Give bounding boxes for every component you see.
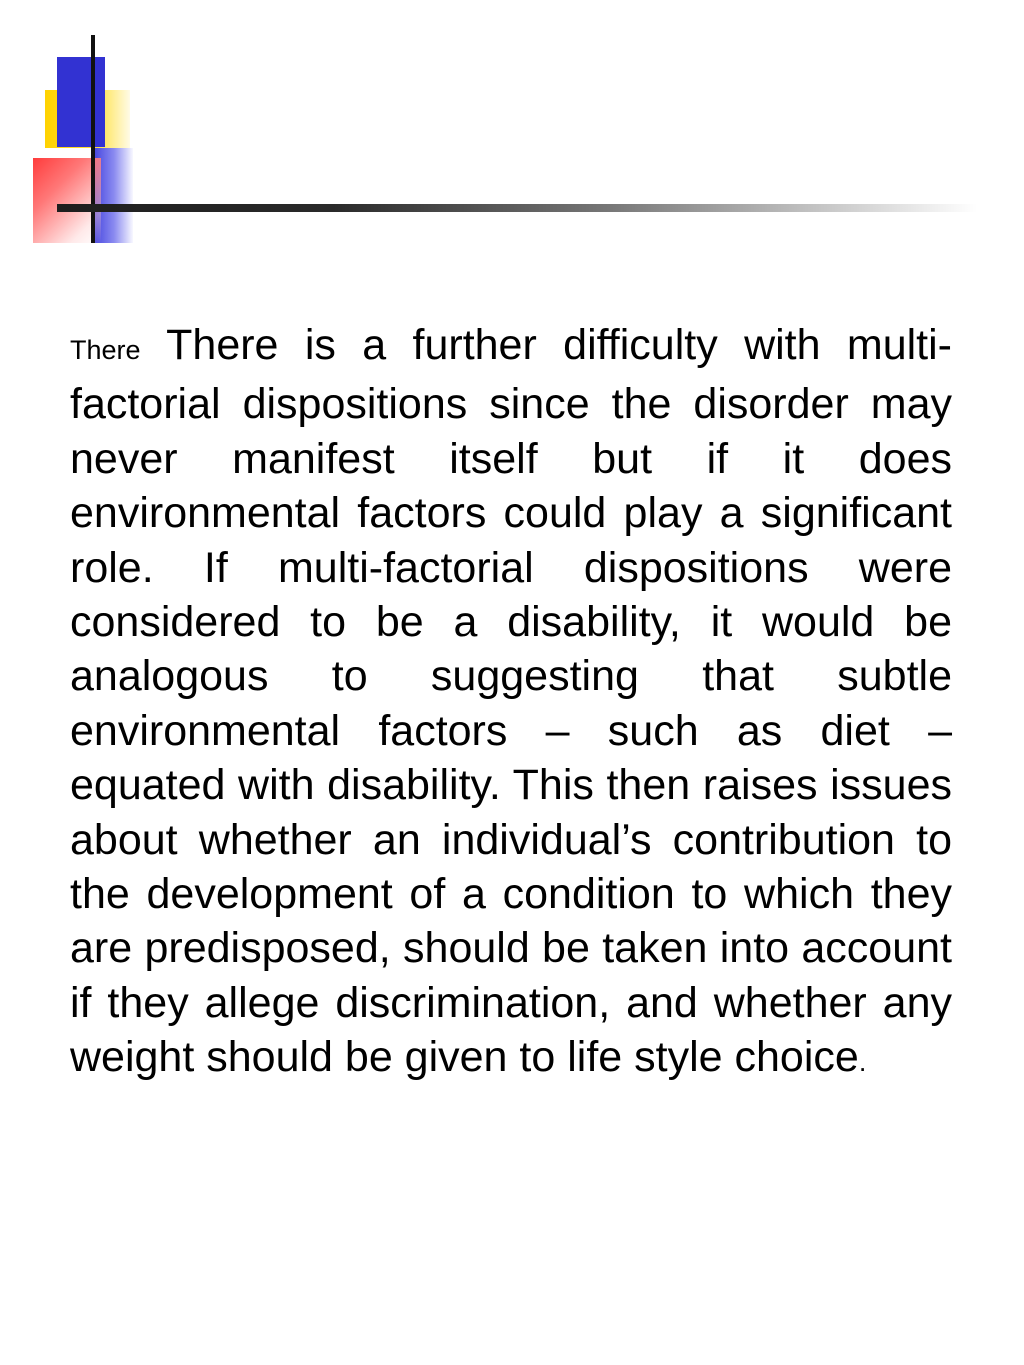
body-prefix: There — [70, 335, 141, 365]
body-end-period: . — [858, 1047, 867, 1078]
horizontal-rule — [57, 204, 977, 212]
blue-square — [57, 57, 105, 147]
body-paragraph: There is a further difficulty with multi-factorial dispositions since the disorder may never manifest itself but if it does environmental factors could play a significant role. If multi-factorial dispositions were considered to be a disability, it would be analogous to suggesting that subtle environmental factors – such as diet – equated with disability. This then raises issues about whether an individual’s contribution to the development of a condition to which they are predisposed, should be taken into account if they allege discrimination, and whether any weight should be given to life style choice — [70, 321, 952, 1082]
slide-body-text — [70, 318, 952, 1090]
slide-decoration — [0, 0, 1024, 260]
